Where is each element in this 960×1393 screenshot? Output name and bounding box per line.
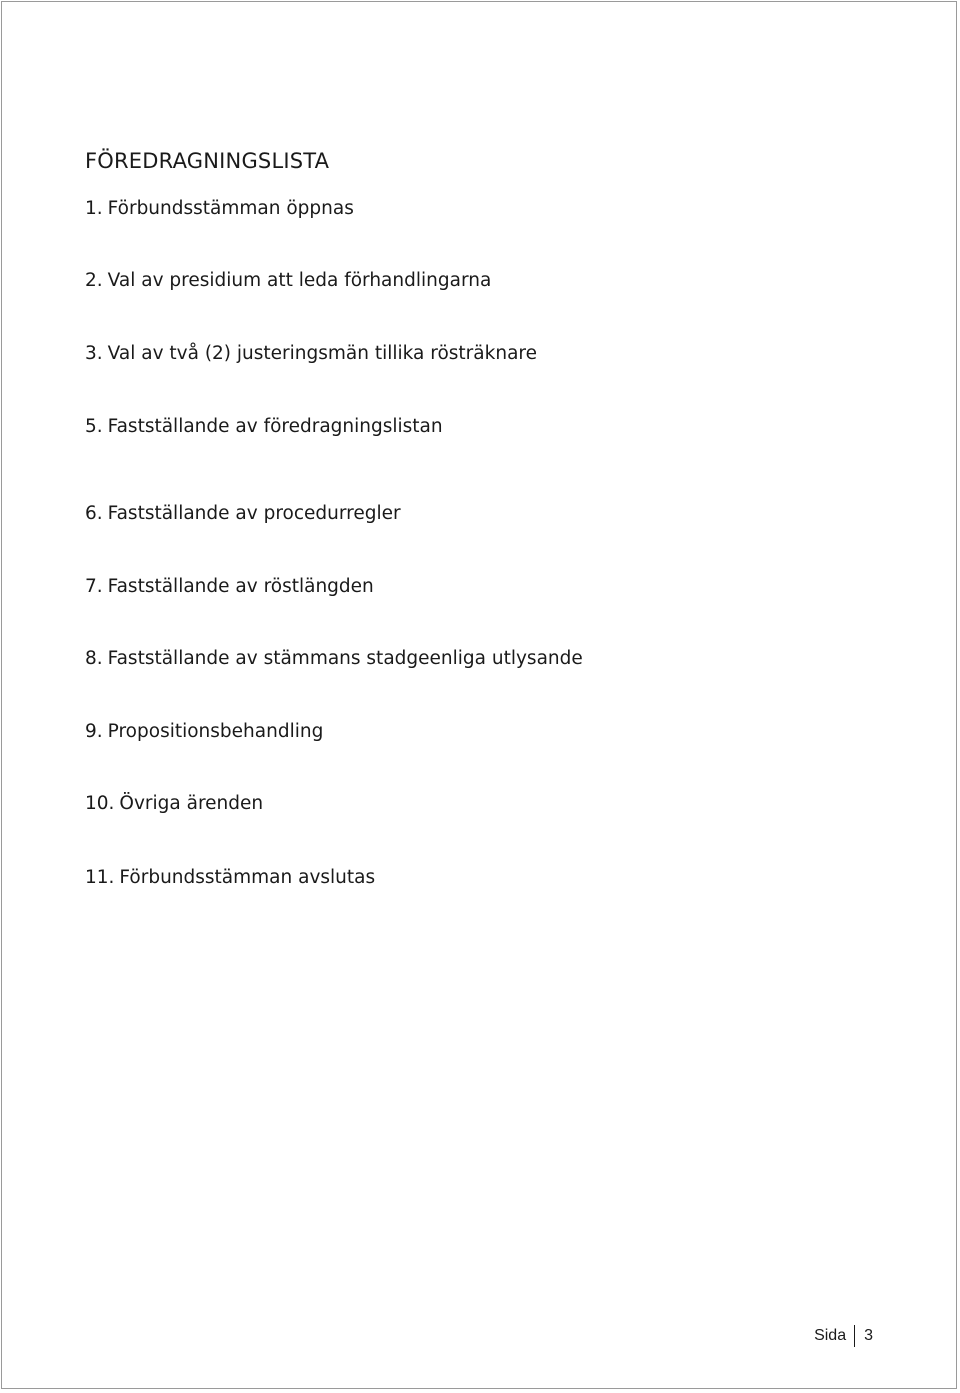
page-title: FÖREDRAGNINGSLISTA bbox=[85, 149, 330, 173]
agenda-item-text: Förbundsstämman öppnas bbox=[107, 198, 354, 219]
agenda-item bbox=[85, 198, 354, 219]
agenda-item-number: 11. bbox=[85, 867, 115, 888]
agenda-item-text: Fastställande av stämmans stadgeenliga utlysande bbox=[107, 648, 583, 669]
agenda-item-text: Fastställande av föredragningslistan bbox=[107, 416, 443, 437]
agenda-item-number: 9. bbox=[85, 721, 103, 742]
agenda-item-number: 6. bbox=[85, 503, 103, 524]
agenda-item-number: 3. bbox=[85, 343, 103, 364]
agenda-item-number: 10. bbox=[85, 793, 115, 814]
agenda-item-number: 1. bbox=[85, 198, 103, 219]
agenda-item-text: Propositionsbehandling bbox=[107, 721, 324, 742]
agenda-item bbox=[85, 648, 583, 669]
document-page bbox=[1, 1, 957, 1389]
agenda-item bbox=[85, 576, 374, 597]
agenda-item bbox=[85, 503, 401, 524]
agenda-item-text: Fastställande av röstlängden bbox=[107, 576, 374, 597]
agenda-item bbox=[85, 793, 263, 814]
agenda-item-text: Övriga ärenden bbox=[119, 793, 264, 814]
footer-page-label: Sida bbox=[814, 1327, 847, 1344]
agenda-item-text: Val av presidium att leda förhandlingarna bbox=[107, 270, 492, 291]
agenda-item bbox=[85, 416, 443, 437]
agenda-item bbox=[85, 867, 375, 888]
agenda-item bbox=[85, 343, 537, 364]
agenda-item-number: 5. bbox=[85, 416, 103, 437]
agenda-item-number: 8. bbox=[85, 648, 103, 669]
agenda-item bbox=[85, 270, 491, 291]
agenda-item-text: Förbundsstämman avslutas bbox=[119, 867, 376, 888]
agenda-item-text: Val av två (2) justeringsmän tillika rösträknare bbox=[107, 343, 537, 364]
agenda-item-number: 7. bbox=[85, 576, 103, 597]
footer-page-number: 3 bbox=[864, 1327, 873, 1344]
agenda-item-text: Fastställande av procedurregler bbox=[107, 503, 401, 524]
agenda-item-number: 2. bbox=[85, 270, 103, 291]
agenda-item bbox=[85, 721, 323, 742]
footer-separator bbox=[854, 1325, 855, 1347]
page-footer bbox=[814, 1325, 873, 1347]
